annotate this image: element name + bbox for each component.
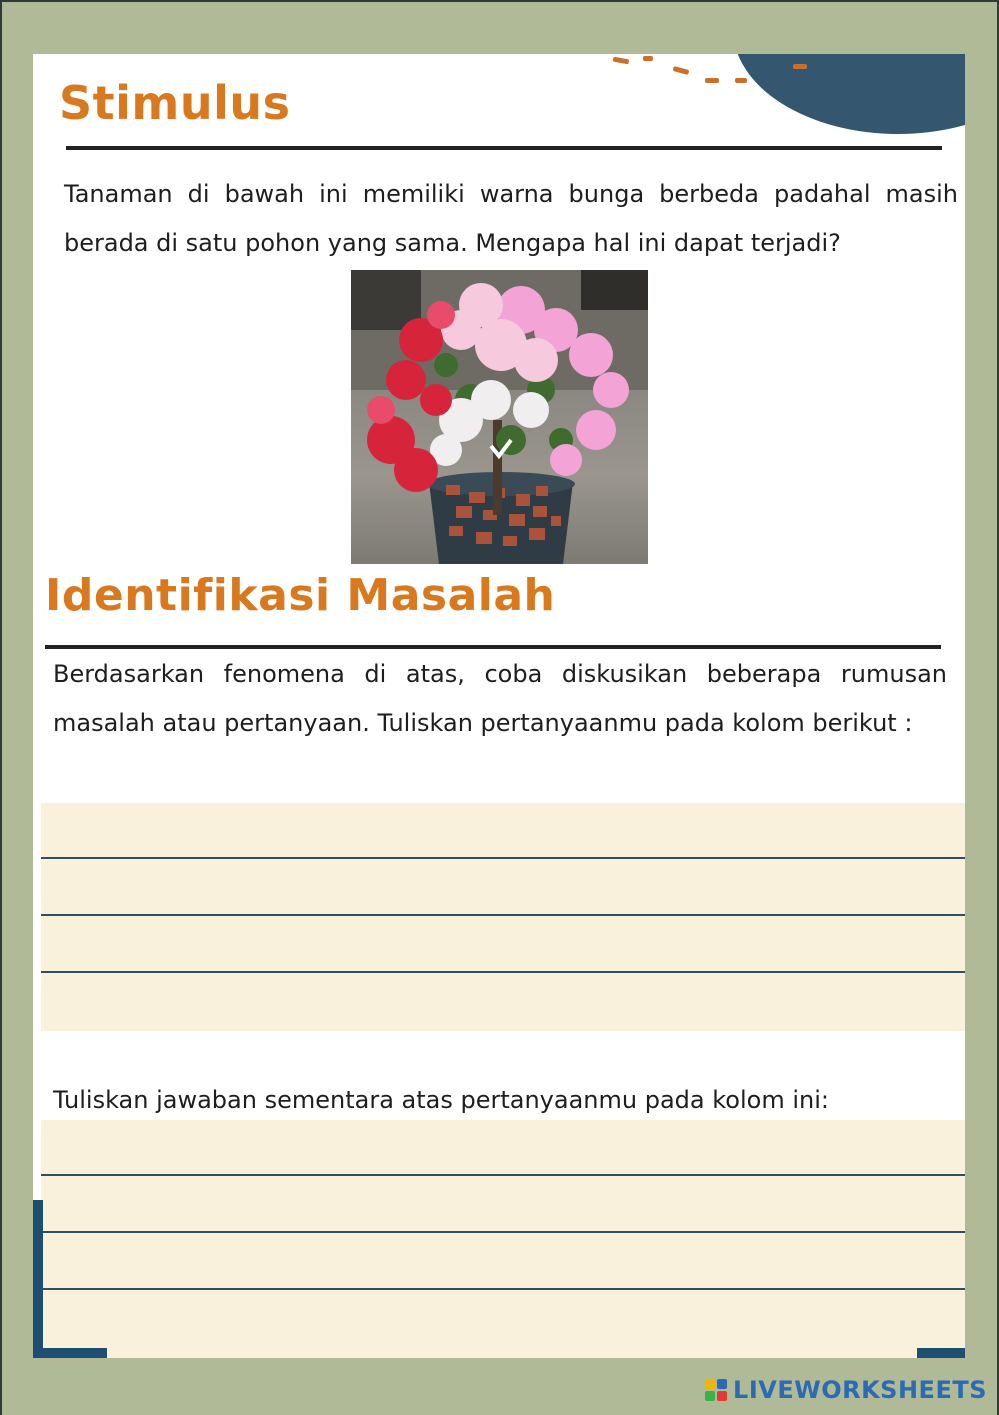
hypothesis-answer-area[interactable] [41, 1120, 965, 1358]
liveworksheets-logo[interactable] [705, 1375, 987, 1405]
frame-border-left [0, 0, 2, 1415]
decorative-corner-bar [33, 1200, 43, 1358]
stimulus-title: Stimulus [59, 76, 291, 130]
answer-line [41, 1288, 965, 1290]
decorative-corner-bar [917, 1348, 965, 1358]
identifikasi-divider [45, 645, 941, 649]
stimulus-text: Tanaman di bawah ini memiliki warna bunga berbeda padahal masih berada di satu pohon yang sama. Mengapa hal ini dapat terjadi? [64, 180, 958, 257]
decorative-dash [705, 78, 719, 83]
decorative-dash [735, 78, 747, 83]
answer-line [41, 914, 965, 916]
decorative-dash [673, 66, 690, 75]
answer-line [41, 971, 965, 973]
answer-line [41, 1231, 965, 1233]
hypothesis-prompt: Tuliskan jawaban sementara atas pertanyaanmu pada kolom ini: [53, 1086, 829, 1114]
decorative-dash [613, 57, 630, 65]
bougainvillea-photo [351, 270, 648, 564]
question-answer-area[interactable] [41, 803, 965, 1031]
frame-border-top [0, 0, 999, 2]
identifikasi-title: Identifikasi Masalah [45, 570, 556, 621]
answer-line [41, 1174, 965, 1176]
stimulus-divider [66, 146, 942, 150]
decorative-dash [643, 56, 653, 61]
liveworksheets-icon [705, 1379, 727, 1401]
bougainvillea-illustration [351, 270, 648, 564]
decorative-blob [733, 54, 965, 134]
decorative-dash [793, 64, 807, 69]
answer-line [41, 857, 965, 859]
worksheet-page [33, 54, 965, 1358]
identifikasi-text: Berdasarkan fenomena di atas, coba diskusikan beberapa rumusan masalah atau pertanyaan. Tuliskan pertanyaanmu pada kolom berikut : [53, 660, 947, 737]
liveworksheets-brand: LIVEWORKSHEETS [733, 1376, 987, 1404]
decorative-corner-bar [33, 1348, 107, 1358]
